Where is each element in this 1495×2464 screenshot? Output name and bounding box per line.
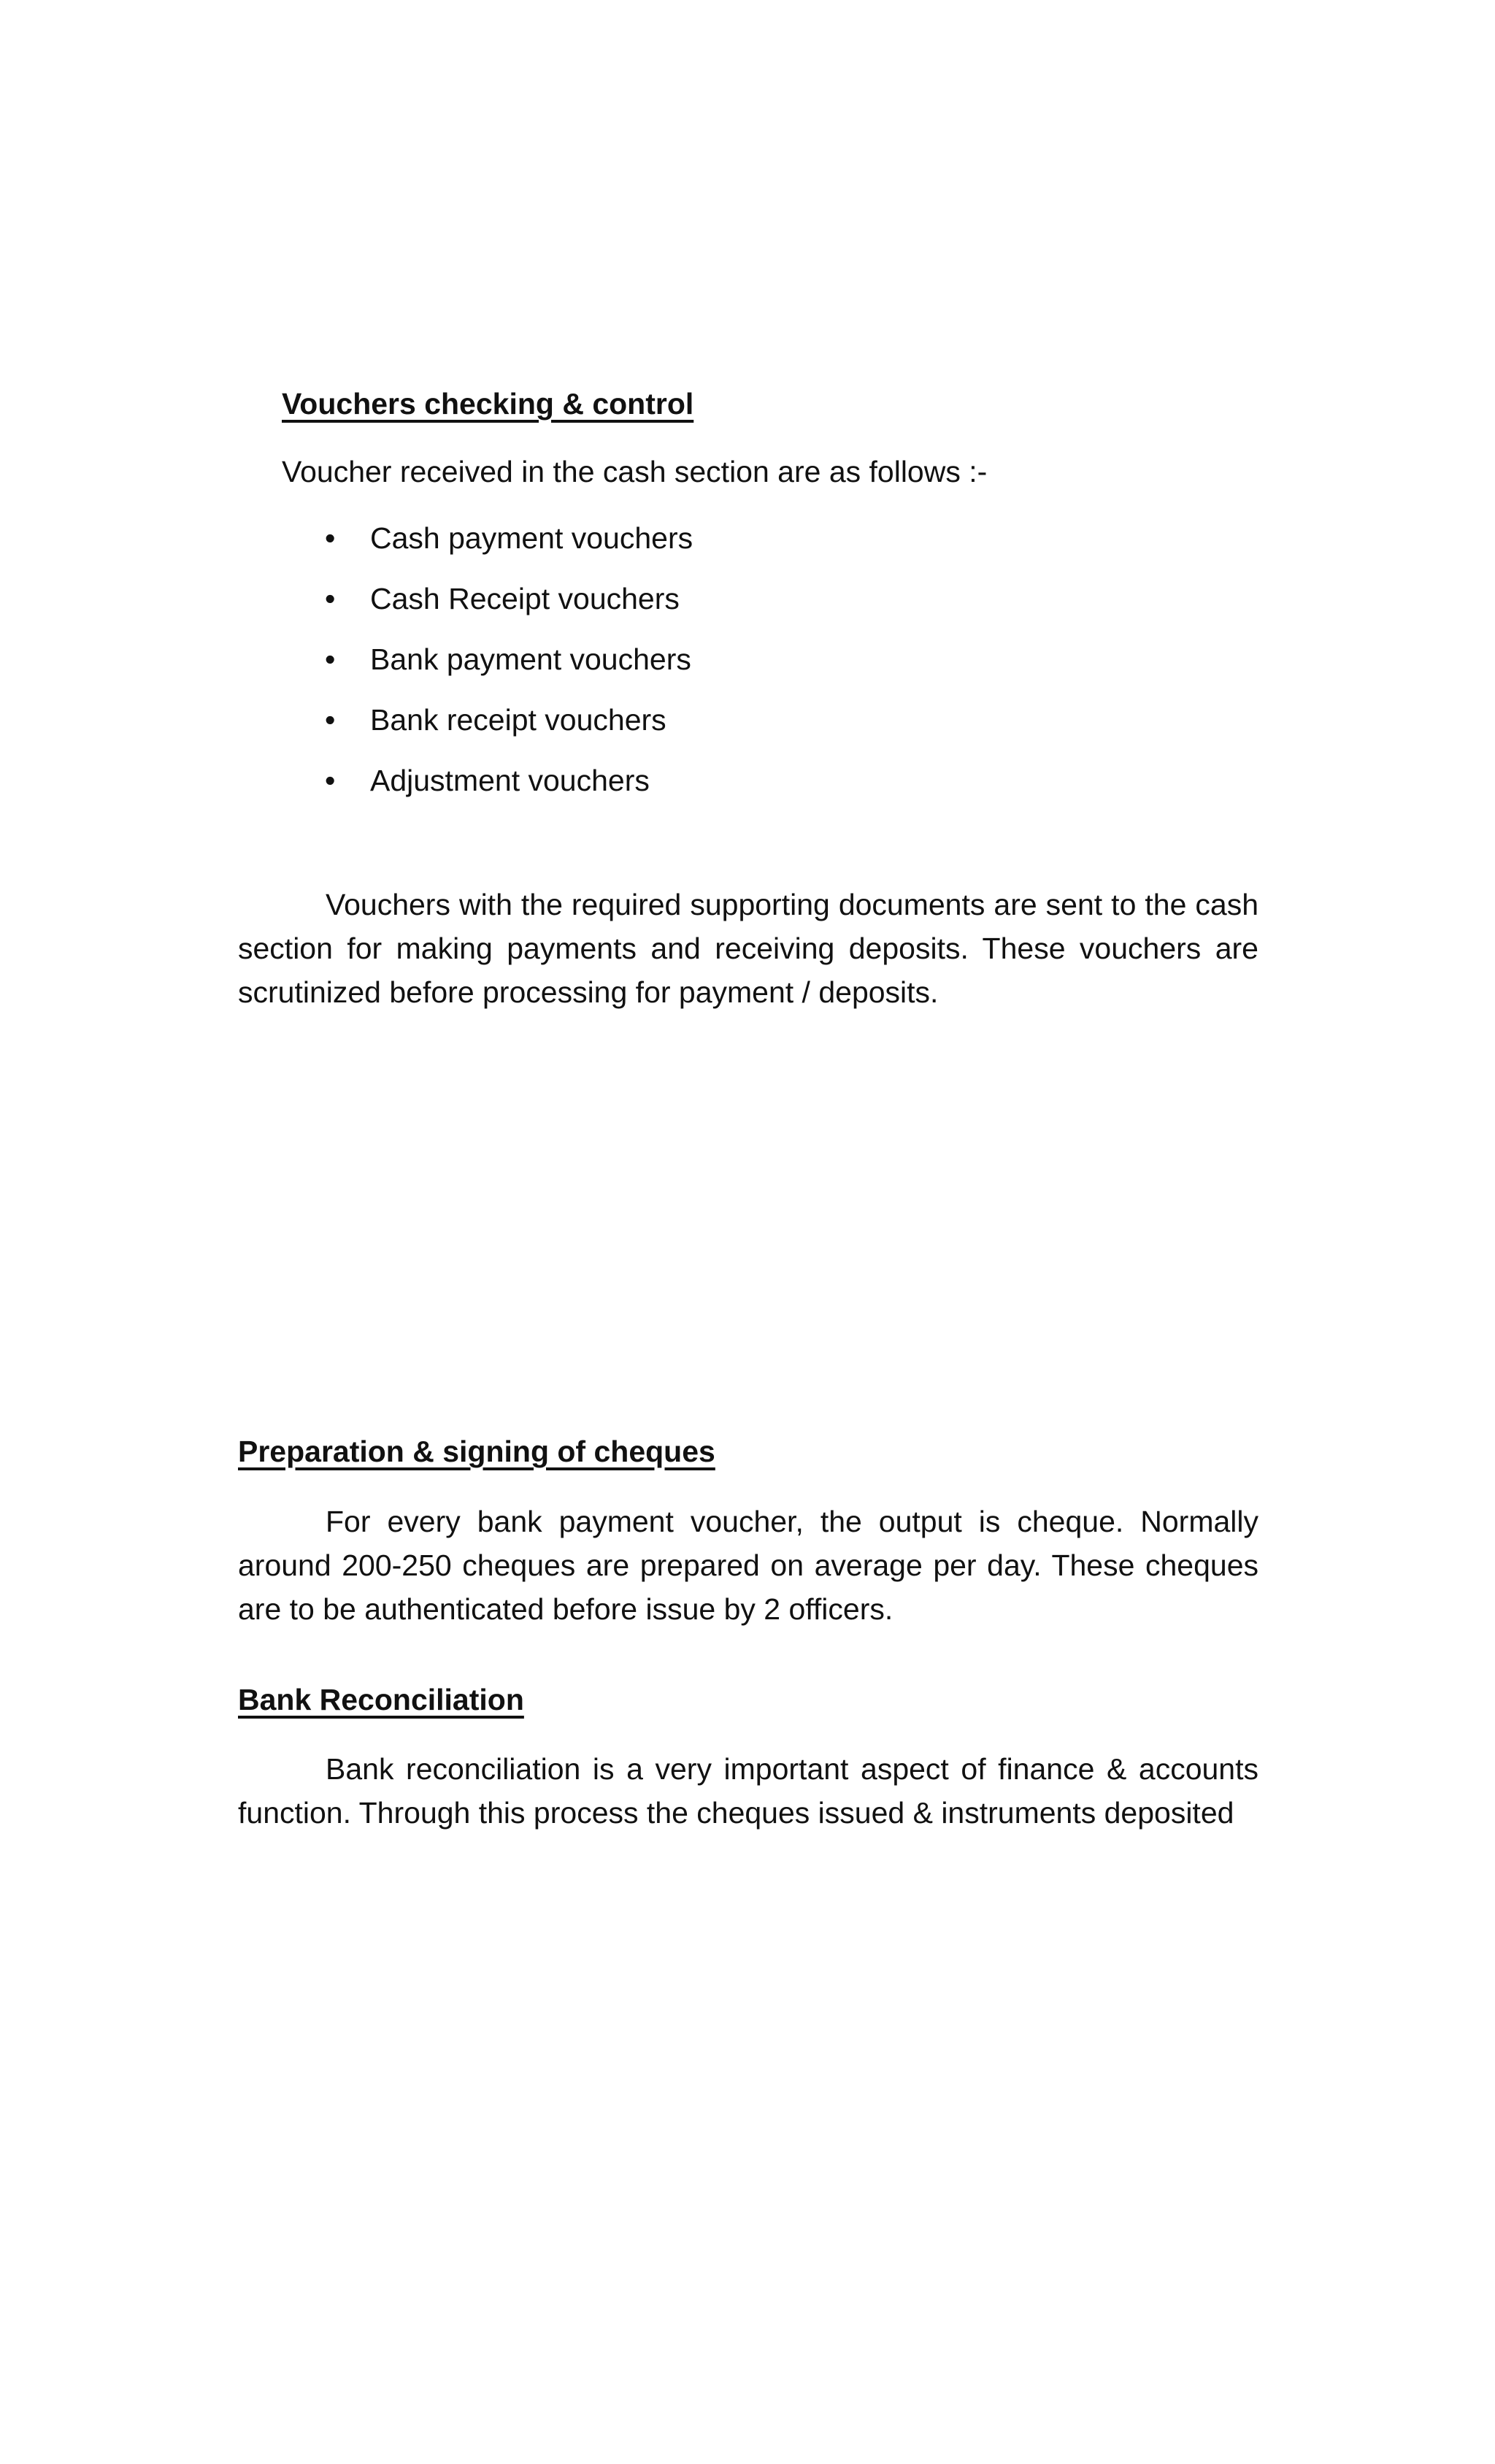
list-item-label: Cash payment vouchers [370, 521, 693, 555]
bullet-icon: • [325, 582, 336, 615]
vouchers-paragraph: Vouchers with the required supporting documents are sent to the cash section for making payments and receiving deposits. These vouchers are scrutinized before processing for payment / deposits. [238, 888, 1258, 1009]
list-item-label: Bank receipt vouchers [370, 703, 666, 737]
list-item [325, 702, 693, 762]
bullet-icon: • [325, 703, 336, 737]
bullet-icon: • [325, 642, 336, 676]
bank-reconciliation-paragraph: Bank reconciliation is a very important aspect of finance & accounts function. Through this process the cheques issued & instruments deposited [238, 1752, 1258, 1830]
list-item-label: Adjustment vouchers [370, 764, 650, 797]
section-heading-cheques: Preparation & signing of cheques [238, 1435, 715, 1468]
list-item [325, 641, 693, 702]
list-item-label: Cash Receipt vouchers [370, 582, 680, 615]
list-item [325, 520, 693, 580]
cheques-paragraph: For every bank payment voucher, the output is cheque. Normally around 200-250 cheques are prepared on average per day. These cheques are to be authenticated before issue by 2 officers. [238, 1505, 1258, 1626]
bullet-icon: • [325, 764, 336, 797]
bullet-icon: • [325, 521, 336, 555]
list-item [325, 580, 693, 641]
section-heading-bank-reconciliation: Bank Reconciliation [238, 1683, 524, 1716]
section-heading-vouchers: Vouchers checking & control [282, 387, 694, 421]
voucher-types-list [325, 520, 693, 823]
list-item [325, 762, 693, 823]
list-item-label: Bank payment vouchers [370, 642, 691, 676]
vouchers-intro-text: Voucher received in the cash section are as follows :- [282, 455, 988, 488]
